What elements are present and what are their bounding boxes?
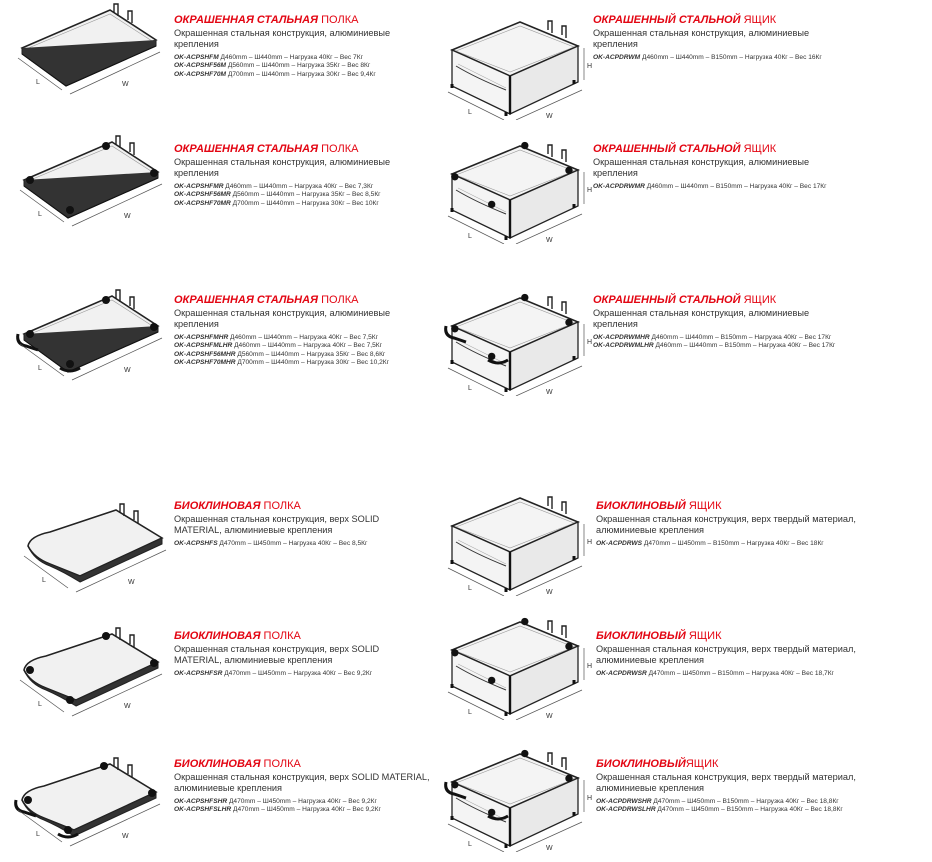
shelf-image	[10, 132, 180, 242]
product-code: OK-ACPSHFSHR	[174, 798, 228, 805]
spec-row	[174, 54, 426, 62]
title-bold: ОКРАШЕННЫЙ СТАЛЬНОЙ	[593, 294, 741, 306]
product-description: Окрашенная стальная конструкция, верх SOLID MATERIAL, алюминиевые крепления	[174, 514, 380, 535]
product-code: OK-ACPSHF56MR	[174, 191, 231, 199]
spec-row	[174, 200, 426, 208]
product-description: Окрашенная стальная конструкция, алюминиевые крепления	[593, 28, 810, 49]
shelf-image	[10, 286, 180, 396]
width-label: W	[124, 213, 131, 220]
length-label: L	[468, 709, 472, 716]
product-code: OK-ACPSHFSLHR	[174, 806, 232, 814]
height-label: H	[587, 63, 593, 70]
width-label: W	[546, 589, 553, 596]
height-label: H	[587, 795, 593, 802]
product-text	[174, 294, 426, 368]
product-title	[174, 630, 426, 643]
product-text	[596, 758, 876, 815]
width-label: W	[128, 579, 135, 586]
drawer-image	[440, 486, 610, 596]
title-rest: ПОЛКА	[260, 500, 301, 512]
spec-values: Д460mm – Ш440mm – Нагрузка 40Кг – Вес 7,5Кг	[228, 334, 378, 341]
title-rest: ЯЩИК	[740, 294, 777, 306]
length-label: L	[468, 385, 472, 392]
spec-row	[596, 798, 876, 806]
spec-row	[174, 359, 426, 367]
title-bold: БИОКЛИНОВЫЙ	[596, 758, 686, 770]
drawer-image	[440, 610, 610, 720]
spec-row	[174, 806, 434, 814]
drawer-image	[440, 742, 610, 852]
length-label: L	[38, 701, 42, 708]
spec-values: Д470mm – Ш450mm – В150mm – Нагрузка 40Кг – Вес 18Кг	[642, 540, 824, 547]
product-text	[174, 500, 426, 548]
title-bold: ОКРАШЕННЫЙ СТАЛЬНОЙ	[593, 143, 741, 155]
product-description: Окрашенная стальная конструкция, алюминиевые крепления	[174, 157, 391, 178]
spec-list	[174, 334, 426, 368]
product-description: Окрашенная стальная конструкция, верх твердый материал, алюминиевые крепления	[596, 772, 856, 793]
title-bold: БИОКЛИНОВЫЙ	[596, 500, 686, 512]
spec-list	[593, 183, 843, 191]
product-title	[174, 758, 434, 771]
spec-row	[174, 540, 426, 548]
product-code: OK-ACPDRWSLHR	[596, 806, 656, 814]
title-bold: ОКРАШЕННАЯ СТАЛЬНАЯ	[174, 294, 319, 306]
product-title	[596, 758, 876, 771]
product-code: OK-ACPSHFMHR	[174, 334, 229, 341]
height-label: H	[587, 187, 593, 194]
product-title	[596, 500, 876, 513]
product-text	[596, 630, 876, 678]
spec-values: Д460mm – Ш440mm – В150mm – Нагрузка 40Кг – Вес 17Кг	[644, 183, 827, 190]
width-label: W	[546, 237, 553, 244]
spec-values: Д560mm – Ш440mm – Нагрузка 35Кг – Вес 8,6Кг	[235, 350, 386, 358]
product-code: OK-ACPSHF70MR	[174, 199, 231, 207]
title-bold: ОКРАШЕННЫЙ СТАЛЬНОЙ	[593, 14, 741, 26]
spec-row	[596, 806, 876, 814]
spec-row	[174, 798, 434, 806]
spec-row	[174, 62, 426, 70]
product-description: Окрашенная стальная конструкция, алюминиевые крепления	[174, 28, 391, 49]
spec-row	[593, 342, 843, 350]
product-title	[593, 14, 843, 27]
title-rest: ПОЛКА	[318, 14, 359, 26]
product-title	[174, 294, 426, 307]
spec-row	[593, 183, 843, 191]
product-text	[596, 500, 876, 548]
spec-row	[596, 670, 876, 678]
shelf-image	[8, 752, 178, 862]
product-description: Окрашенная стальная конструкция, верх твердый материал, алюминиевые крепления	[596, 644, 856, 665]
title-rest: ЯЩИК	[740, 14, 777, 26]
spec-values: Д470mm – Ш450mm – В150mm – Нагрузка 40Кг – Вес 18,7Кг	[646, 670, 834, 677]
product-text	[593, 14, 843, 62]
spec-values: Д470mm – Ш450mm – В150mm – Нагрузка 40Кг – Вес 18,8Кг	[655, 806, 843, 814]
height-label: H	[587, 663, 593, 670]
length-label: L	[38, 211, 42, 218]
title-rest: ЯЩИК	[685, 500, 722, 512]
spec-list	[596, 798, 876, 815]
product-text	[174, 14, 426, 79]
title-bold: БИОКЛИНОВАЯ	[174, 630, 261, 642]
title-rest: ПОЛКА	[318, 294, 359, 306]
title-rest: ЯЩИК	[740, 143, 777, 155]
spec-list	[174, 670, 426, 678]
title-rest: ПОЛКА	[318, 143, 359, 155]
spec-values: Д460mm – Ш440mm – В150mm – Нагрузка 40Кг – Вес 17Кг	[653, 342, 836, 350]
length-label: L	[468, 109, 472, 116]
title-bold: БИОКЛИНОВАЯ	[174, 500, 261, 512]
product-text	[593, 143, 843, 191]
product-description: Окрашенная стальная конструкция, верх SOLID MATERIAL, алюминиевые крепления	[174, 644, 380, 665]
width-label: W	[546, 845, 553, 852]
spec-values: Д470mm – Ш450mm – Нагрузка 40Кг – Вес 8,5Кг	[217, 540, 368, 547]
product-code: OK-ACPSHF56M	[174, 62, 227, 70]
spec-row	[174, 183, 426, 191]
spec-values: Д700mm – Ш440mm – Нагрузка 30Кг – Вес 10Кг	[230, 199, 379, 207]
width-label: W	[546, 113, 553, 120]
spec-list	[174, 540, 426, 548]
spec-row	[593, 334, 843, 342]
spec-list	[174, 54, 426, 79]
width-label: W	[546, 389, 553, 396]
product-description: Окрашенная стальная конструкция, алюминиевые крепления	[174, 308, 391, 329]
product-text	[174, 630, 426, 678]
spec-list	[174, 798, 434, 815]
drawer-image	[440, 10, 610, 120]
drawer-image	[440, 134, 610, 244]
spec-row	[593, 54, 843, 62]
title-bold: ОКРАШЕННАЯ СТАЛЬНАЯ	[174, 143, 319, 155]
title-rest: ПОЛКА	[260, 758, 301, 770]
title-rest: ЯЩИК	[685, 630, 722, 642]
drawer-image	[440, 286, 610, 396]
product-code: OK-ACPDRWM	[593, 54, 641, 61]
product-code: OK-ACPSHFMR	[174, 183, 224, 190]
height-label: H	[587, 539, 593, 546]
spec-values: Д460mm – Ш440mm – Нагрузка 40Кг – Вес 7,3Кг	[223, 183, 374, 190]
product-code: OK-ACPDRWSHR	[596, 798, 652, 805]
spec-row	[174, 670, 426, 678]
spec-values: Д460mm – Ш440mm – В150mm – Нагрузка 40Кг – Вес 17Кг	[649, 334, 832, 341]
length-label: L	[38, 365, 42, 372]
spec-values: Д700mm – Ш440mm – Нагрузка 30Кг – Вес 10,2Кг	[235, 359, 389, 367]
title-bold: БИОКЛИНОВАЯ	[174, 758, 261, 770]
product-code: OK-ACPSHFS	[174, 540, 218, 547]
spec-list	[596, 670, 876, 678]
shelf-image	[10, 622, 180, 732]
width-label: W	[122, 833, 129, 840]
product-description: Окрашенная стальная конструкция, верх твердый материал, алюминиевые крепления	[596, 514, 856, 535]
product-title	[174, 500, 426, 513]
spec-row	[174, 334, 426, 342]
length-label: L	[36, 831, 40, 838]
product-text	[174, 143, 426, 208]
spec-values: Д460mm – Ш440mm – В150mm – Нагрузка 40Кг – Вес 16Кг	[640, 54, 822, 61]
length-label: L	[468, 585, 472, 592]
length-label: L	[42, 577, 46, 584]
product-code: OK-ACPDRWSR	[596, 670, 647, 677]
product-code: OK-ACPSHFSR	[174, 670, 223, 677]
spec-list	[174, 183, 426, 208]
product-code: OK-ACPSHF70MHR	[174, 359, 236, 367]
product-description: Окрашенная стальная конструкция, алюминиевые крепления	[593, 157, 810, 178]
width-label: W	[124, 703, 131, 710]
height-label: H	[587, 339, 593, 346]
length-label: L	[36, 79, 40, 86]
spec-row	[596, 540, 876, 548]
product-code: OK-ACPSHFMLHR	[174, 342, 233, 350]
spec-list	[593, 54, 843, 62]
shelf-image	[14, 498, 184, 608]
product-code: OK-ACPDRWMLHR	[593, 342, 654, 350]
spec-values: Д560mm – Ш440mm – Нагрузка 35Кг – Вес 8Кг	[226, 62, 371, 70]
spec-values: Д700mm – Ш440mm – Нагрузка 30Кг – Вес 9,4Кг	[226, 70, 376, 78]
spec-list	[593, 334, 843, 351]
title-bold: ОКРАШЕННАЯ СТАЛЬНАЯ	[174, 14, 319, 26]
product-code: OK-ACPDRWMHR	[593, 334, 650, 341]
title-rest: ПОЛКА	[260, 630, 301, 642]
spec-values: Д460mm – Ш440mm – Нагрузка 40Кг – Вес 7,5Кг	[232, 342, 383, 350]
product-code: OK-ACPSHF56MHR	[174, 350, 236, 358]
product-code: OK-ACPDRWMR	[593, 183, 645, 190]
spec-values: Д470mm – Ш450mm – В150mm – Нагрузка 40Кг – Вес 18,8Кг	[651, 798, 839, 805]
product-title	[596, 630, 876, 643]
spec-values: Д460mm – Ш440mm – Нагрузка 40Кг – Вес 7Кг	[218, 54, 363, 61]
spec-row	[174, 191, 426, 199]
product-text	[174, 758, 434, 815]
title-rest: ЯЩИК	[685, 758, 719, 770]
product-title	[174, 143, 426, 156]
spec-row	[174, 351, 426, 359]
shelf-image	[8, 0, 178, 110]
title-bold: БИОКЛИНОВЫЙ	[596, 630, 686, 642]
spec-row	[174, 342, 426, 350]
product-description: Окрашенная стальная конструкция, верх SOLID MATERIAL, алюминиевые крепления	[174, 772, 430, 793]
spec-values: Д470mm – Ш450mm – Нагрузка 40Кг – Вес 9,2Кг	[227, 798, 377, 805]
product-code: OK-ACPSHFM	[174, 54, 219, 61]
width-label: W	[122, 81, 129, 88]
product-description: Окрашенная стальная конструкция, алюминиевые крепления	[593, 308, 810, 329]
spec-list	[596, 540, 876, 548]
product-title	[174, 14, 426, 27]
product-code: OK-ACPSHF70M	[174, 70, 227, 78]
spec-values: Д560mm – Ш440mm – Нагрузка 35Кг – Вес 8,5Кг	[230, 191, 381, 199]
product-title	[593, 143, 843, 156]
length-label: L	[468, 841, 472, 848]
spec-values: Д470mm – Ш450mm – Нагрузка 40Кг – Вес 9,2Кг	[222, 670, 373, 677]
width-label: W	[124, 367, 131, 374]
product-code: OK-ACPDRWS	[596, 540, 643, 547]
spec-row	[174, 71, 426, 79]
width-label: W	[546, 713, 553, 720]
product-title	[593, 294, 843, 307]
product-text	[593, 294, 843, 351]
spec-values: Д470mm – Ш450mm – Нагрузка 40Кг – Вес 9,2Кг	[231, 806, 381, 814]
length-label: L	[468, 233, 472, 240]
